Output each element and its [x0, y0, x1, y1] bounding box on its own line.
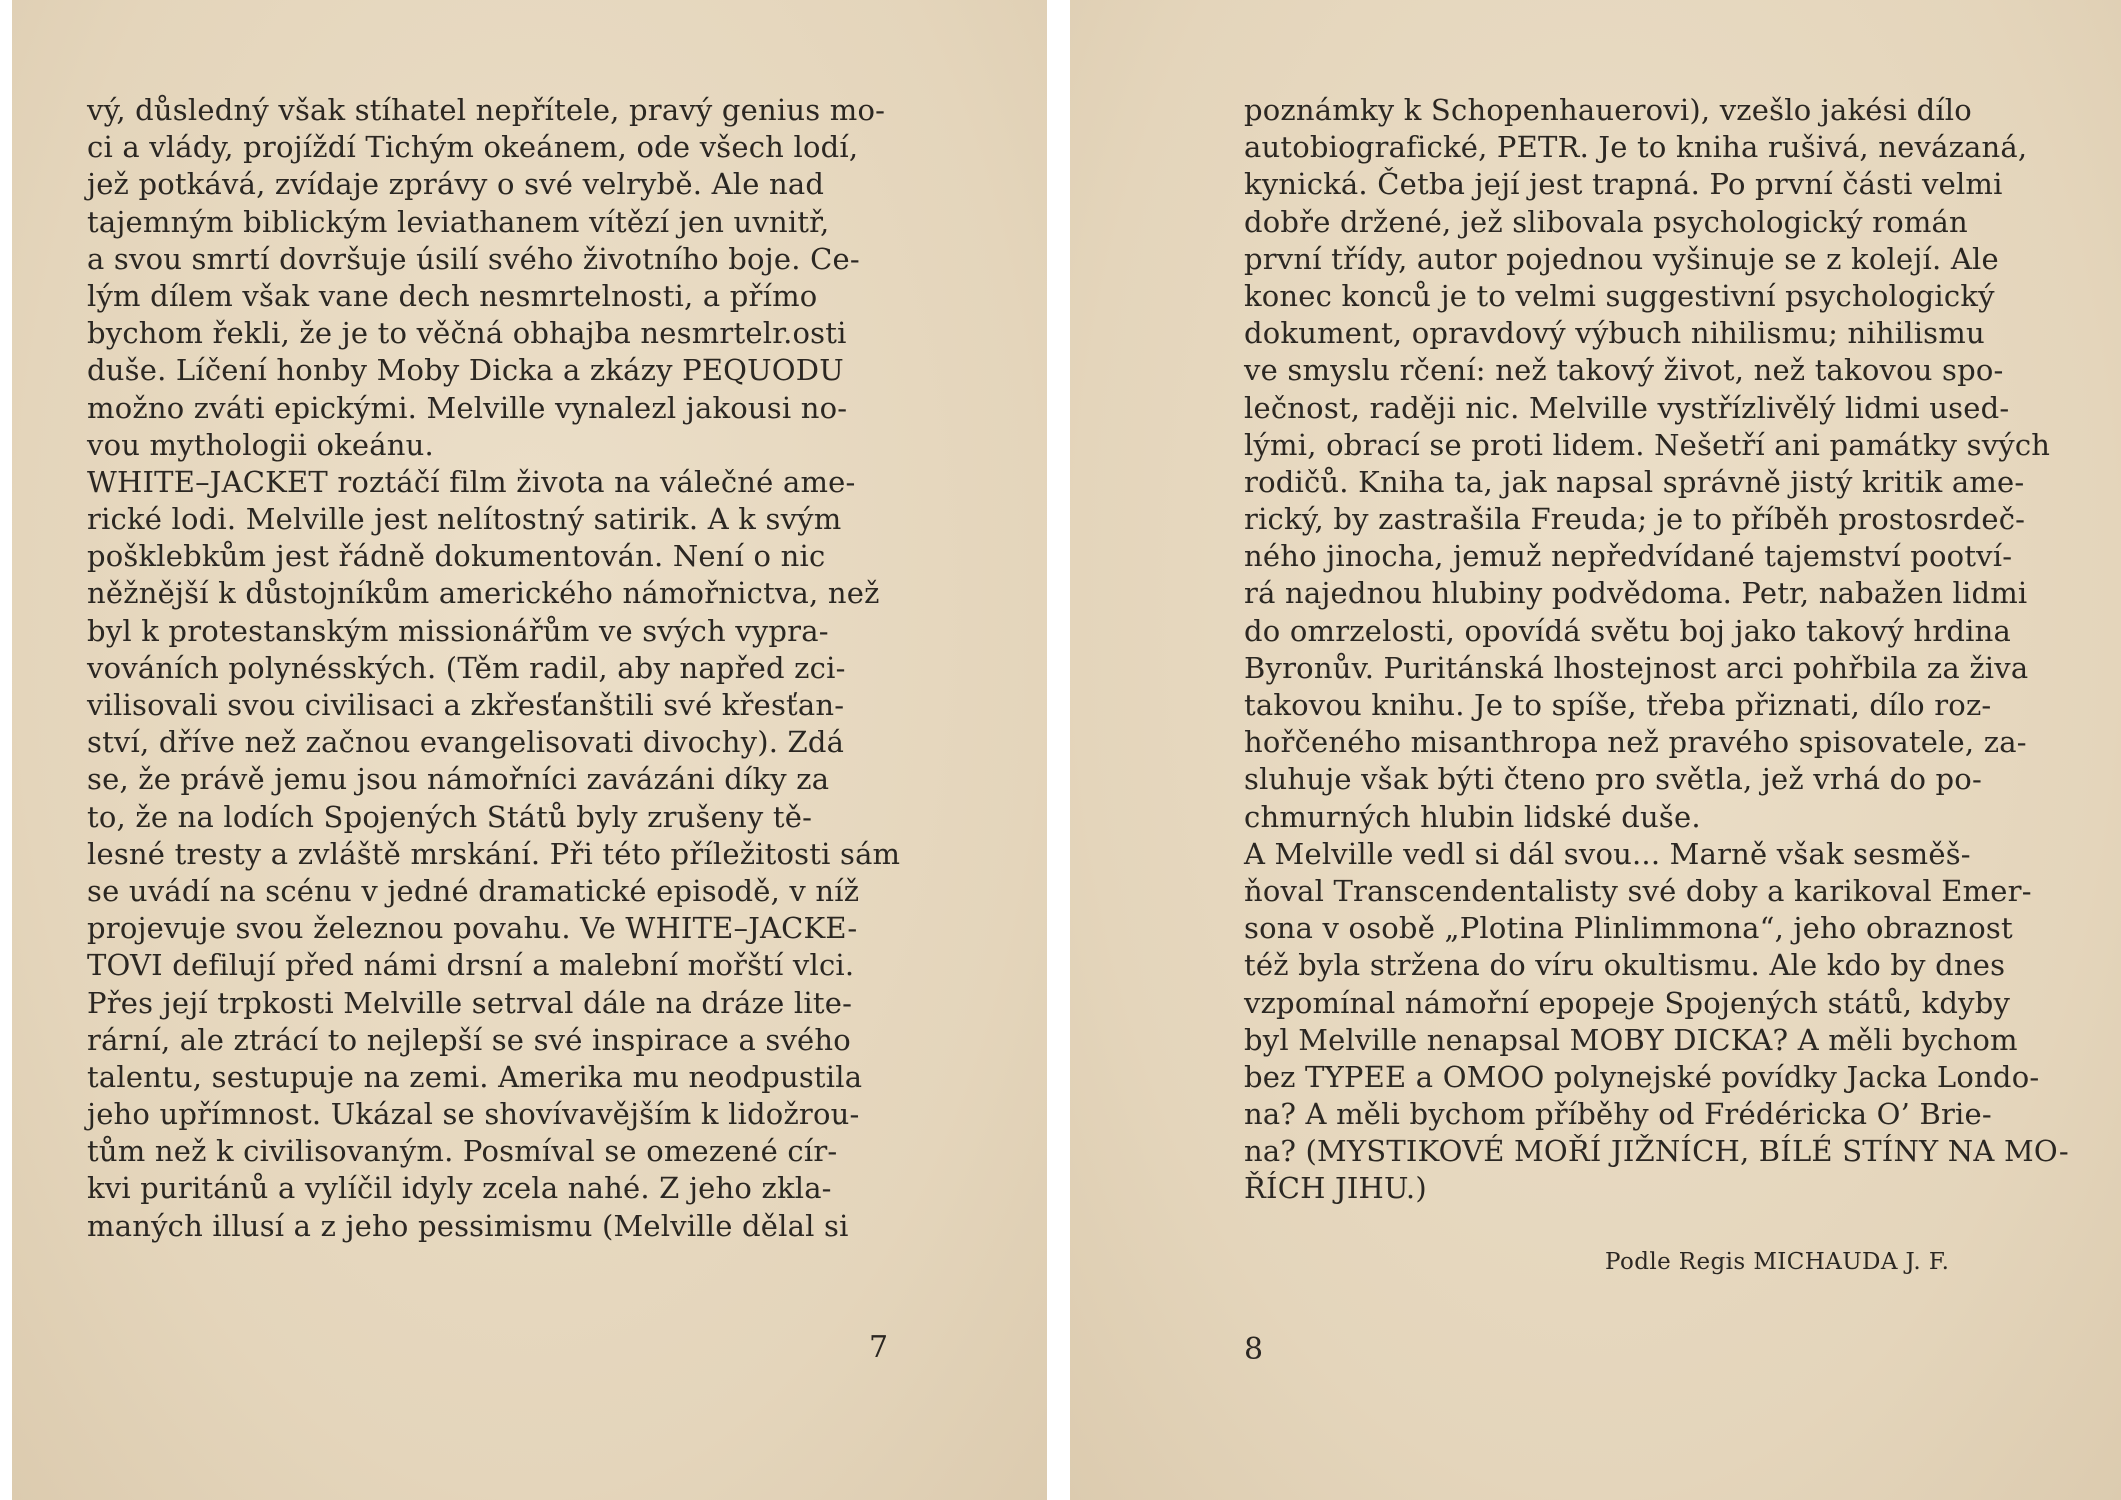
text-line: tajemným biblickým leviathanem vítězí jen uvnitř,: [87, 204, 830, 239]
text-line: hořčeného misanthropa než pravého spisovatele, za-: [1244, 725, 2027, 760]
right-page-text: [1244, 92, 2069, 1208]
text-line: dobře držené, jež slibovala psychologický román: [1244, 204, 1968, 239]
right-page: [1070, 0, 2121, 1500]
text-line: maných illusí a z jeho pessimismu (Melville dělal si: [87, 1208, 849, 1243]
text-line: bychom řekli, že je to věčná obhajba nesmrtelr.osti: [87, 316, 847, 351]
text-line: na? (MYSTIKOVÉ MOŘÍ JIŽNÍCH, BÍLÉ STÍNY NA MO-: [1244, 1134, 2069, 1169]
text-line: autobiografické, PETR. Je to kniha rušivá, nevázaná,: [1244, 130, 2028, 165]
text-line: Přes její trpkosti Melville setrval dále na dráze lite-: [87, 985, 853, 1020]
text-line: do omrzelosti, opovídá světu boj jako takový hrdina: [1244, 613, 2011, 648]
text-line: vý, důsledný však stíhatel nepřítele, pravý genius mo-: [87, 93, 886, 127]
text-line: jeho upřímnost. Ukázal se shovívavějším k lidožrou-: [87, 1097, 860, 1132]
text-line: kynická. Četba její jest trapná. Po první části velmi: [1244, 167, 2003, 202]
text-line: A Melville vedl si dál svou... Marně však sesměš-: [1244, 836, 1971, 871]
text-line: chmurných hlubin lidské duše.: [1244, 799, 1701, 834]
attribution: Podle Regis MICHAUDA J. F.: [1605, 1249, 1950, 1275]
text-line: první třídy, autor pojednou vyšinuje se z kolejí. Ale: [1244, 241, 1999, 276]
text-line: na? A měli bychom příběhy od Frédéricka O’ Brie-: [1244, 1097, 1992, 1132]
text-line: poznámky k Schopenhauerovi), vzešlo jakési dílo: [1244, 93, 1972, 127]
text-line: rá najednou hlubiny podvědoma. Petr, nabažen lidmi: [1244, 576, 2028, 611]
text-line: duše. Líčení honby Moby Dicka a zkázy PEQUODU: [87, 353, 844, 388]
text-line: možno zváti epickými. Melville vynalezl jakousi no-: [87, 390, 848, 425]
text-line: tům než k civilisovaným. Posmíval se omezené cír-: [87, 1134, 838, 1169]
text-line: ve smyslu rčení: než takový život, než takovou spo-: [1244, 353, 2004, 388]
text-line: se uvádí na scénu v jedné dramatické episodě, v níž: [87, 873, 860, 908]
text-line: lesné tresty a zvláště mrskání. Při této příležitosti sám: [87, 836, 901, 871]
page-number: 7: [869, 1330, 889, 1365]
text-line: jež potkává, zvídaje zprávy o své velrybě. Ale nad: [87, 167, 825, 202]
text-line: Byronův. Puritánská lhostejnost arci pohřbila za živa: [1244, 650, 2029, 685]
text-line: WHITE–JACKET roztáčí film života na válečné ame-: [87, 464, 856, 499]
text-line: ství, dříve než začnou evangelisovati divochy). Zdá: [87, 725, 845, 760]
text-line: rodičů. Kniha ta, jak napsal správně jistý kritik ame-: [1244, 464, 2025, 499]
text-line: kvi puritánů a vylíčil idyly zcela nahé. Z jeho zkla-: [87, 1171, 832, 1206]
text-line: vováních polynésských. (Těm radil, aby napřed zci-: [87, 650, 846, 685]
text-line: sluhuje však býti čteno pro světla, jež vrhá do po-: [1244, 762, 1982, 797]
text-line: vou mythologii okeánu.: [87, 427, 434, 462]
text-line: talentu, sestupuje na zemi. Amerika mu neodpustila: [87, 1059, 863, 1094]
text-line: něžnější k důstojníkům amerického námořnictva, než: [87, 576, 880, 611]
text-line: též byla stržena do víru okultismu. Ale kdo by dnes: [1244, 948, 2006, 983]
left-page-text: [87, 92, 900, 1245]
text-line: vilisovali svou civilisaci a zkřesťanštili své křesťan-: [87, 688, 845, 722]
text-line: ňoval Transcendentalisty své doby a karikoval Emer-: [1244, 873, 2032, 908]
text-line: vzpomínal námořní epopeje Spojených států, kdyby: [1244, 985, 2011, 1020]
text-line: sona v osobě „Plotina Plinlimmona“, jeho obraznost: [1244, 911, 2013, 946]
text-line: takovou knihu. Je to spíše, třeba přiznati, dílo roz-: [1244, 688, 1992, 722]
text-line: lým dílem však vane dech nesmrtelnosti, a přímo: [87, 278, 818, 313]
text-line: lými, obrací se proti lidem. Nešetří ani památky svých: [1244, 427, 2051, 462]
text-line: projevuje svou železnou povahu. Ve WHITE–JACKE-: [87, 911, 858, 946]
text-line: rární, ale ztrácí to nejlepší se své inspirace a svého: [87, 1022, 851, 1057]
text-line: se, že právě jemu jsou námořníci zavázáni díky za: [87, 762, 830, 797]
text-line: a svou smrtí dovršuje úsilí svého životního boje. Ce-: [87, 241, 860, 276]
text-line: rický, by zastrašila Freuda; je to příběh prostosrdeč-: [1244, 502, 2026, 537]
text-line: byl k protestanským missionářům ve svých vypra-: [87, 613, 829, 648]
text-line: byl Melville nenapsal MOBY DICKA? A měli bychom: [1244, 1022, 2018, 1057]
text-line: to, že na lodích Spojených Států byly zrušeny tě-: [87, 799, 813, 834]
text-line: dokument, opravdový výbuch nihilismu; nihilismu: [1244, 316, 1985, 351]
text-line: bez TYPEE a OMOO polynejské povídky Jacka Londo-: [1244, 1059, 2040, 1094]
text-line: TOVI defilují před námi drsní a malební mořští vlci.: [87, 948, 855, 983]
text-line: ci a vlády, projíždí Tichým okeánem, ode všech lodí,: [87, 130, 859, 165]
text-line: konec konců je to velmi suggestivní psychologický: [1244, 278, 1995, 313]
text-line: pošklebkům jest řádně dokumentován. Není o nic: [87, 539, 826, 574]
text-line: lečnost, raději nic. Melville vystřízlivělý lidmi used-: [1244, 390, 2010, 425]
left-page: [12, 0, 1047, 1500]
page-number: 8: [1244, 1332, 1264, 1367]
text-line: rické lodi. Melville jest nelítostný satirik. A k svým: [87, 502, 842, 537]
text-line: ného jinocha, jemuž nepředvídané tajemství pootví-: [1244, 539, 2013, 574]
text-line: ŘÍCH JIHU.): [1244, 1171, 1427, 1206]
